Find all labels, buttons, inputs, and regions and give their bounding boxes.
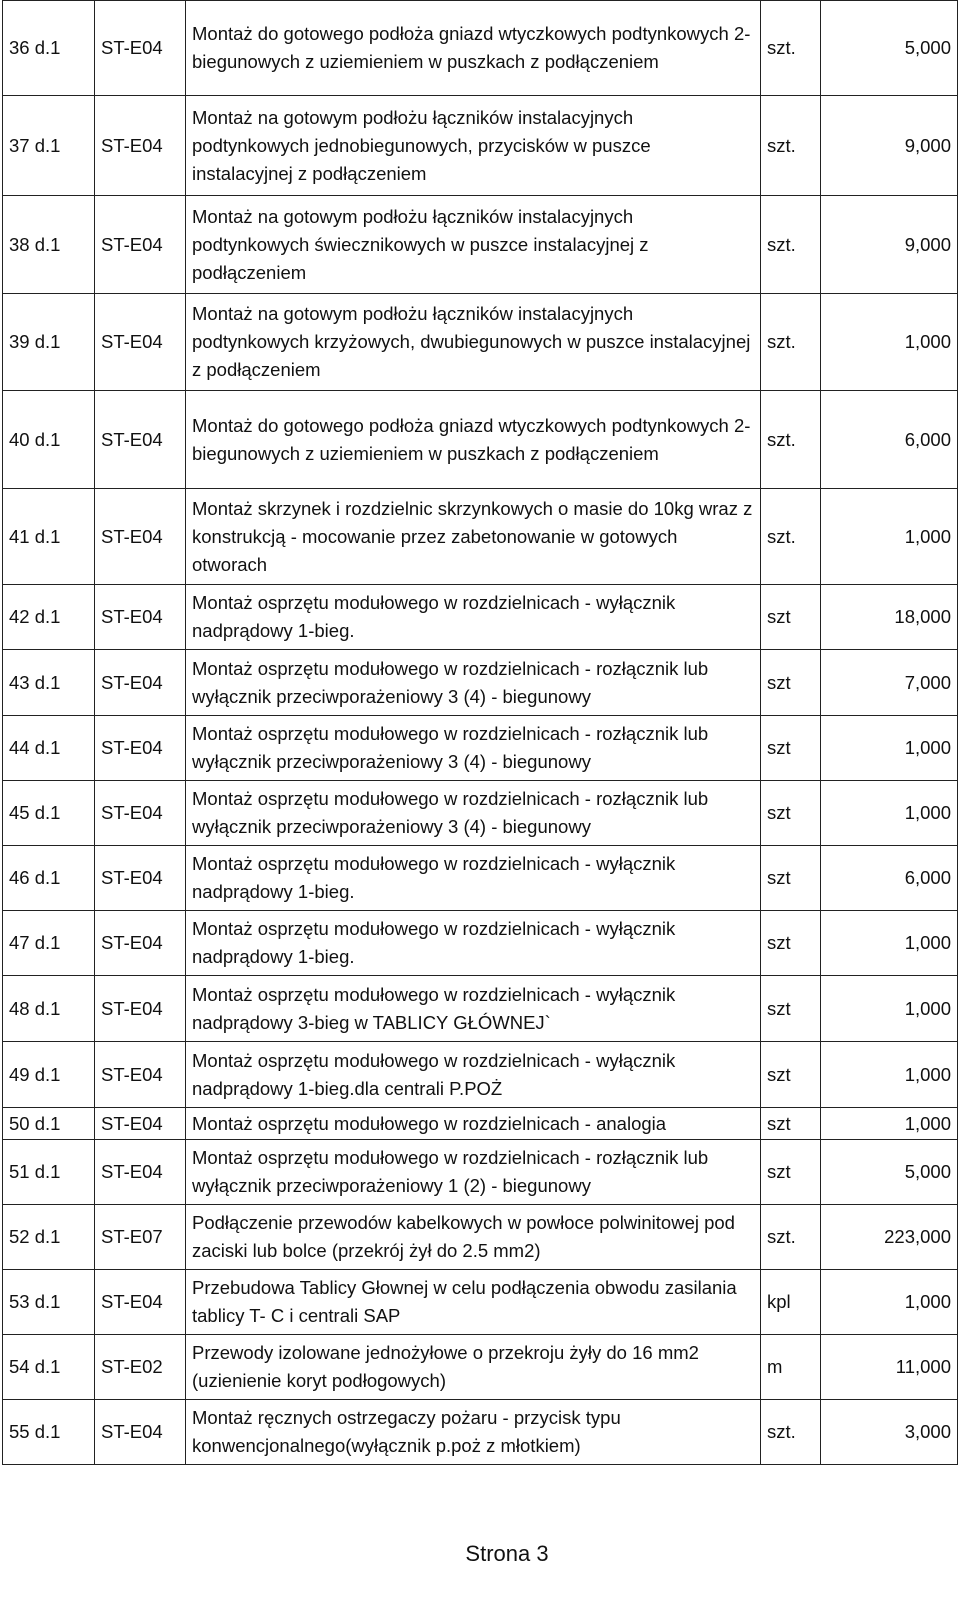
quantity: 18,000 [821, 585, 958, 650]
quantity: 7,000 [821, 650, 958, 716]
cost-estimate-body [3, 1, 958, 1465]
specification-code: ST-E04 [95, 911, 186, 976]
item-number: 49 d.1 [3, 1042, 95, 1108]
page-footer [0, 1541, 960, 1567]
table-row [3, 1335, 958, 1400]
item-description: Montaż osprzętu modułowego w rozdzielnicach - wyłącznik nadprądowy 1-bieg. [186, 585, 761, 650]
item-number: 44 d.1 [3, 716, 95, 781]
item-number: 47 d.1 [3, 911, 95, 976]
item-description: Montaż osprzętu modułowego w rozdzielnicach - rozłącznik lub wyłącznik przeciwporażeniowy 3 (4) - biegunowy [186, 650, 761, 716]
item-description: Montaż osprzętu modułowego w rozdzielnicach - analogia [186, 1108, 761, 1140]
item-number: 37 d.1 [3, 96, 95, 196]
quantity: 1,000 [821, 1042, 958, 1108]
item-description: Montaż do gotowego podłoża gniazd wtyczkowych podtynkowych 2-biegunowych z uziemieniem w puszkach z podłączeniem [186, 391, 761, 489]
item-description: Montaż na gotowym podłożu łączników instalacyjnych podtynkowych krzyżowych, dwubiegunowych w puszce instalacyjnej z podłączeniem [186, 294, 761, 391]
item-number: 55 d.1 [3, 1400, 95, 1465]
unit: szt [761, 846, 821, 911]
unit: szt [761, 781, 821, 846]
table-row [3, 650, 958, 716]
item-number: 48 d.1 [3, 976, 95, 1042]
quantity: 1,000 [821, 716, 958, 781]
quantity: 1,000 [821, 489, 958, 585]
quantity: 5,000 [821, 1, 958, 96]
unit: m [761, 1335, 821, 1400]
quantity: 3,000 [821, 1400, 958, 1465]
unit: szt. [761, 196, 821, 294]
item-description: Montaż na gotowym podłożu łączników instalacyjnych podtynkowych świecznikowych w puszce instalacyjnej z podłączeniem [186, 196, 761, 294]
table-row [3, 1205, 958, 1270]
unit: szt [761, 1108, 821, 1140]
quantity: 9,000 [821, 196, 958, 294]
table-row [3, 1042, 958, 1108]
unit: szt. [761, 489, 821, 585]
table-row [3, 1400, 958, 1465]
item-description: Montaż osprzętu modułowego w rozdzielnicach - wyłącznik nadprądowy 3-bieg w TABLICY GŁÓWNEJ` [186, 976, 761, 1042]
unit: kpl [761, 1270, 821, 1335]
specification-code: ST-E04 [95, 1270, 186, 1335]
item-number: 36 d.1 [3, 1, 95, 96]
table-row [3, 781, 958, 846]
item-number: 53 d.1 [3, 1270, 95, 1335]
item-description: Montaż do gotowego podłoża gniazd wtyczkowych podtynkowych 2-biegunowych z uziemieniem w puszkach z podłączeniem [186, 1, 761, 96]
table-row [3, 294, 958, 391]
quantity: 1,000 [821, 294, 958, 391]
unit: szt [761, 976, 821, 1042]
specification-code: ST-E04 [95, 391, 186, 489]
item-number: 43 d.1 [3, 650, 95, 716]
item-number: 46 d.1 [3, 846, 95, 911]
specification-code: ST-E02 [95, 1335, 186, 1400]
item-description: Montaż skrzynek i rozdzielnic skrzynkowych o masie do 10kg wraz z konstrukcją - mocowanie przez zabetonowanie w gotowych otworach [186, 489, 761, 585]
quantity: 1,000 [821, 976, 958, 1042]
item-description: Montaż osprzętu modułowego w rozdzielnicach - rozłącznik lub wyłącznik przeciwporażeniowy 1 (2) - biegunowy [186, 1140, 761, 1205]
specification-code: ST-E04 [95, 650, 186, 716]
quantity: 1,000 [821, 1108, 958, 1140]
table-row [3, 196, 958, 294]
item-number: 38 d.1 [3, 196, 95, 294]
quantity: 223,000 [821, 1205, 958, 1270]
specification-code: ST-E04 [95, 1140, 186, 1205]
quantity: 6,000 [821, 846, 958, 911]
item-description: Przebudowa Tablicy Głownej w celu podłączenia obwodu zasilania tablicy T- C i centrali SAP [186, 1270, 761, 1335]
item-description: Montaż ręcznych ostrzegaczy pożaru - przycisk typu konwencjonalnego(wyłącznik p.poż z młotkiem) [186, 1400, 761, 1465]
quantity: 1,000 [821, 1270, 958, 1335]
specification-code: ST-E04 [95, 1042, 186, 1108]
item-number: 51 d.1 [3, 1140, 95, 1205]
quantity: 5,000 [821, 1140, 958, 1205]
item-description: Montaż osprzętu modułowego w rozdzielnicach - rozłącznik lub wyłącznik przeciwporażeniowy 3 (4) - biegunowy [186, 716, 761, 781]
specification-code: ST-E04 [95, 585, 186, 650]
unit: szt. [761, 1, 821, 96]
specification-code: ST-E07 [95, 1205, 186, 1270]
table-row [3, 1270, 958, 1335]
item-number: 50 d.1 [3, 1108, 95, 1140]
unit: szt [761, 585, 821, 650]
quantity: 11,000 [821, 1335, 958, 1400]
specification-code: ST-E04 [95, 781, 186, 846]
specification-code: ST-E04 [95, 846, 186, 911]
specification-code: ST-E04 [95, 196, 186, 294]
unit: szt [761, 911, 821, 976]
item-number: 45 d.1 [3, 781, 95, 846]
table-row [3, 976, 958, 1042]
table-row [3, 846, 958, 911]
item-number: 40 d.1 [3, 391, 95, 489]
specification-code: ST-E04 [95, 489, 186, 585]
item-number: 54 d.1 [3, 1335, 95, 1400]
quantity: 1,000 [821, 911, 958, 976]
unit: szt [761, 716, 821, 781]
specification-code: ST-E04 [95, 976, 186, 1042]
quantity: 1,000 [821, 781, 958, 846]
item-description: Przewody izolowane jednożyłowe o przekroju żyły do 16 mm2 (uzienienie koryt podłogowych) [186, 1335, 761, 1400]
item-number: 39 d.1 [3, 294, 95, 391]
unit: szt. [761, 294, 821, 391]
page-number-label: Strona 3 [465, 1541, 549, 1566]
item-description: Montaż osprzętu modułowego w rozdzielnicach - wyłącznik nadprądowy 1-bieg. [186, 846, 761, 911]
specification-code: ST-E04 [95, 1400, 186, 1465]
specification-code: ST-E04 [95, 716, 186, 781]
table-row [3, 1108, 958, 1140]
table-row [3, 391, 958, 489]
specification-code: ST-E04 [95, 96, 186, 196]
table-row [3, 911, 958, 976]
specification-code: ST-E04 [95, 1, 186, 96]
item-description: Montaż osprzętu modułowego w rozdzielnicach - rozłącznik lub wyłącznik przeciwporażeniowy 3 (4) - biegunowy [186, 781, 761, 846]
unit: szt [761, 1140, 821, 1205]
cost-estimate-table [2, 0, 958, 1465]
quantity: 9,000 [821, 96, 958, 196]
item-description: Montaż osprzętu modułowego w rozdzielnicach - wyłącznik nadprądowy 1-bieg.dla centrali P.POŻ [186, 1042, 761, 1108]
table-row [3, 1140, 958, 1205]
item-number: 42 d.1 [3, 585, 95, 650]
table-row [3, 1, 958, 96]
unit: szt. [761, 1400, 821, 1465]
specification-code: ST-E04 [95, 294, 186, 391]
item-description: Podłączenie przewodów kabelkowych w powłoce polwinitowej pod zaciski lub bolce (przekrój żył do 2.5 mm2) [186, 1205, 761, 1270]
specification-code: ST-E04 [95, 1108, 186, 1140]
item-description: Montaż na gotowym podłożu łączników instalacyjnych podtynkowych jednobiegunowych, przycisków w puszce instalacyjnej z podłączeniem [186, 96, 761, 196]
table-row [3, 716, 958, 781]
unit: szt. [761, 96, 821, 196]
table-row [3, 585, 958, 650]
unit: szt [761, 650, 821, 716]
quantity: 6,000 [821, 391, 958, 489]
unit: szt. [761, 391, 821, 489]
unit: szt [761, 1042, 821, 1108]
table-row [3, 96, 958, 196]
unit: szt. [761, 1205, 821, 1270]
table-row [3, 489, 958, 585]
item-number: 52 d.1 [3, 1205, 95, 1270]
item-description: Montaż osprzętu modułowego w rozdzielnicach - wyłącznik nadprądowy 1-bieg. [186, 911, 761, 976]
item-number: 41 d.1 [3, 489, 95, 585]
